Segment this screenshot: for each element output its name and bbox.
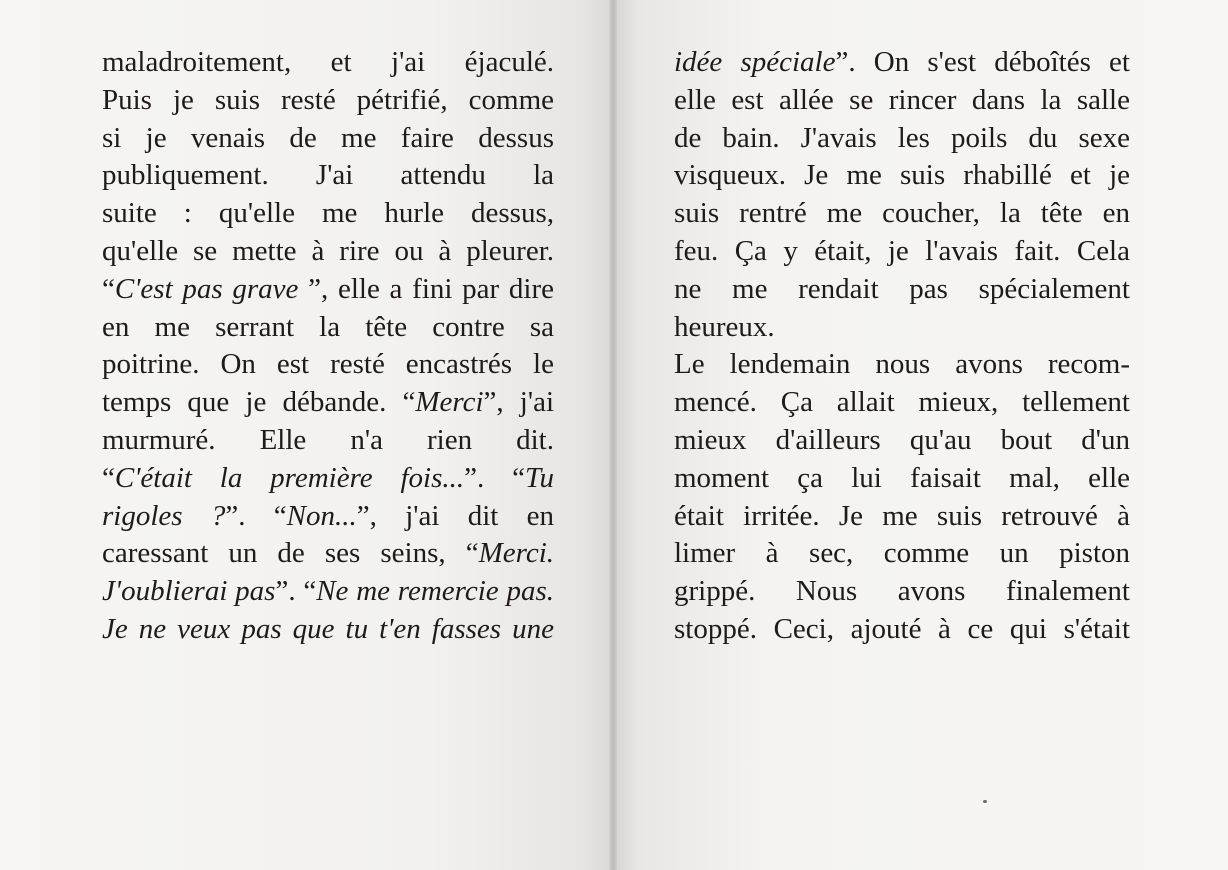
text-line — [102, 157, 554, 195]
text-line — [102, 233, 554, 271]
italic-text-run: Tu — [524, 461, 554, 494]
text-line — [674, 346, 1130, 384]
book-gutter — [609, 0, 617, 870]
italic-text-run: Je ne veux pas que tu t'en fasses une — [102, 612, 554, 645]
text-run: ”, j'ai — [483, 386, 554, 419]
italic-text-run: rigoles ? — [102, 499, 226, 532]
text-run: suite : qu'elle me hurle dessus, — [102, 197, 554, 230]
text-run: heureux. — [674, 310, 775, 343]
left-page-text — [102, 44, 554, 649]
text-line — [102, 195, 554, 233]
text-line — [674, 498, 1130, 536]
text-run: ne me rendait pas spécialement — [674, 272, 1130, 305]
text-run: moment ça lui faisait mal, elle — [674, 461, 1130, 494]
text-line — [102, 460, 554, 498]
text-run: “ — [102, 461, 115, 494]
text-line — [674, 157, 1130, 195]
text-line — [102, 535, 554, 573]
text-line — [674, 535, 1130, 573]
text-run: en me serrant la tête contre sa — [102, 310, 554, 343]
text-run: poitrine. On est resté encastrés le — [102, 348, 554, 381]
text-line — [102, 120, 554, 158]
italic-text-run: C'était la première fois... — [114, 461, 465, 494]
text-run: était irritée. Je me suis retrouvé à — [674, 499, 1130, 532]
text-run: caressant un de ses seins, “ — [102, 537, 479, 570]
text-run: murmuré. Elle n'a rien dit. — [102, 423, 554, 456]
text-run: qu'elle se mette à rire ou à pleurer. — [102, 234, 554, 267]
text-line — [674, 82, 1130, 120]
text-run: limer à sec, comme un piston — [674, 537, 1130, 570]
italic-text-run: Ne me remercie pas. — [316, 575, 554, 608]
text-run: visqueux. Je me suis rhabillé et je — [674, 159, 1130, 192]
text-line — [674, 384, 1130, 422]
text-run: “ — [102, 272, 115, 305]
text-run: maladroitement, et j'ai éjaculé. — [102, 46, 554, 78]
text-line — [674, 195, 1130, 233]
text-line — [102, 573, 554, 611]
text-run: ”. “ — [225, 499, 287, 532]
text-line — [102, 611, 554, 649]
text-run: Puis je suis resté pétrifié, comme — [102, 83, 554, 116]
text-run: de bain. J'avais les poils du sexe — [674, 121, 1130, 154]
text-line — [102, 44, 554, 82]
italic-text-run: C'est pas grave — [114, 272, 299, 305]
text-run: ”. On s'est déboîtés et — [835, 46, 1130, 78]
text-line — [102, 498, 554, 536]
italic-text-run: Merci. — [478, 537, 554, 570]
text-run: mieux d'ailleurs qu'au bout d'un — [674, 423, 1130, 456]
text-line — [102, 82, 554, 120]
text-line — [102, 384, 554, 422]
text-run: ”, elle a fini par dire — [298, 272, 554, 305]
text-run: feu. Ça y était, je l'avais fait. Cela — [674, 234, 1130, 267]
right-page — [614, 0, 1228, 870]
text-line — [674, 44, 1130, 82]
right-page-text — [674, 44, 1130, 649]
italic-text-run: idée spéciale — [674, 46, 836, 78]
text-run: grippé. Nous avons finalement — [674, 575, 1130, 608]
text-line — [674, 233, 1130, 271]
text-run: ”. “ — [275, 575, 317, 608]
text-run: ”. “ — [464, 461, 525, 494]
text-line — [674, 611, 1130, 649]
text-line — [102, 271, 554, 309]
text-line — [674, 309, 1130, 347]
italic-text-run: Merci — [415, 386, 484, 419]
text-run: suis rentré me coucher, la tête en — [674, 197, 1130, 230]
text-line — [674, 271, 1130, 309]
italic-text-run: J'oublierai pas — [102, 575, 276, 608]
italic-text-run: Non... — [286, 499, 357, 532]
text-run: Le lendemain nous avons recom- — [674, 348, 1130, 381]
text-run: si je venais de me faire dessus — [102, 121, 554, 154]
paper-speck — [983, 800, 987, 803]
text-line — [674, 422, 1130, 460]
text-line — [674, 120, 1130, 158]
text-line — [102, 346, 554, 384]
text-run: ”, j'ai dit en — [356, 499, 554, 532]
text-run: publiquement. J'ai attendu la — [102, 159, 554, 192]
text-line — [674, 460, 1130, 498]
text-line — [102, 309, 554, 347]
text-run: stoppé. Ceci, ajouté à ce qui s'était — [674, 612, 1130, 645]
text-run: elle est allée se rincer dans la salle — [674, 83, 1130, 116]
text-line — [674, 573, 1130, 611]
text-line — [102, 422, 554, 460]
text-run: mencé. Ça allait mieux, tellement — [674, 386, 1130, 419]
text-run: temps que je débande. “ — [102, 386, 416, 419]
